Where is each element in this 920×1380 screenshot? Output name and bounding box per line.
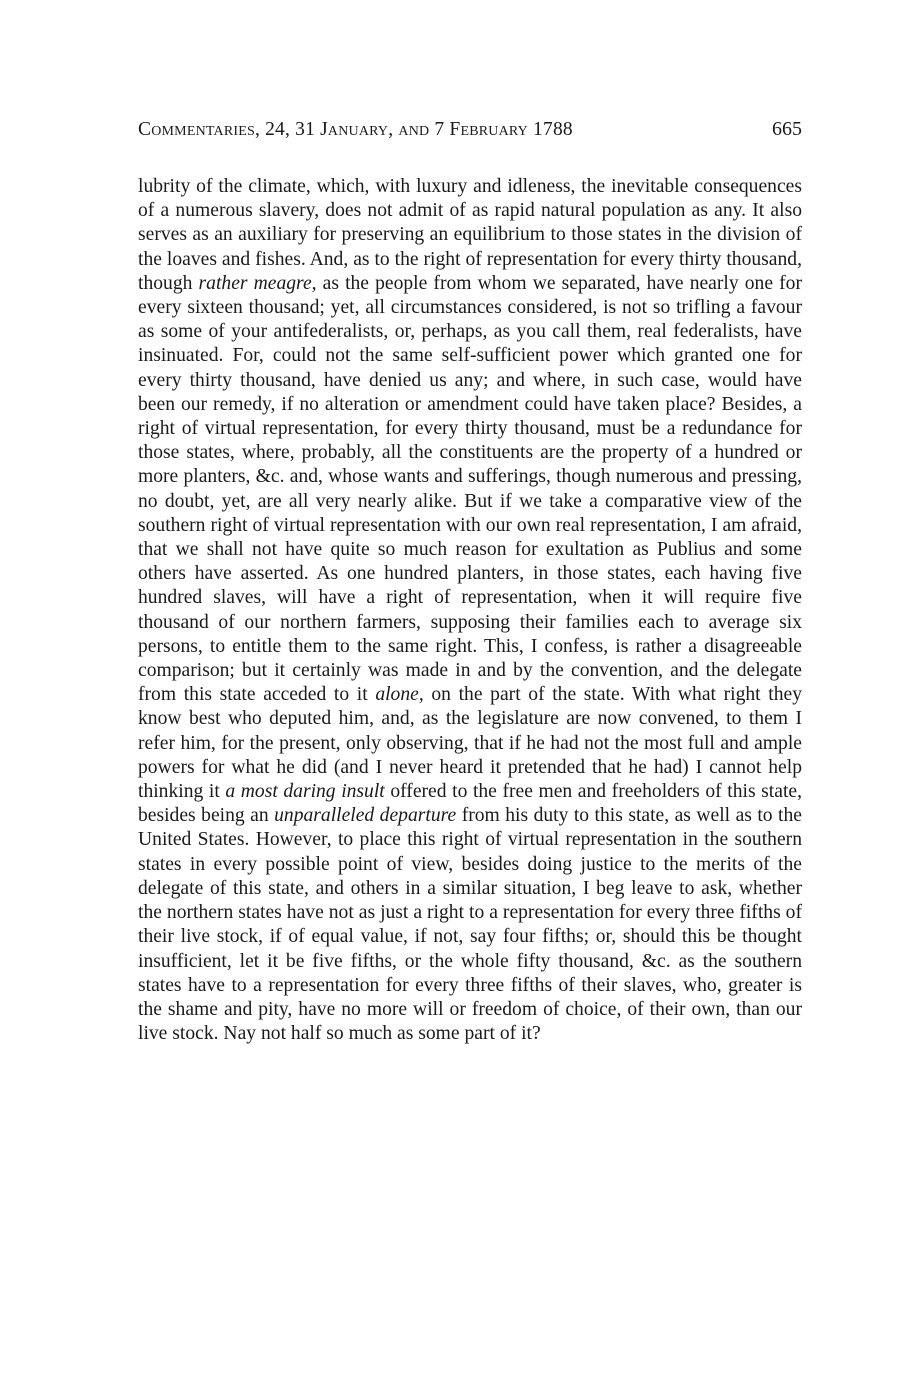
page-number: 665 <box>772 118 802 140</box>
italic-segment: alone, <box>375 684 424 706</box>
running-title: Commentaries, 24, 31 January, and 7 February 1788 <box>138 119 573 140</box>
italic-segment: a most daring insult <box>225 781 385 803</box>
running-head <box>138 118 802 148</box>
text-segment: offered to the free men and freeholders of this state, besides being an <box>138 781 802 827</box>
body-paragraph <box>138 175 802 1046</box>
document-page <box>138 118 802 1046</box>
text-segment: as the people from whom we separated, have nearly one for every sixteen thousand; yet, all circumstances considered, is not so trifling a favour as some of your antifederalists, or, perhaps, as you call them, real federalists, have insinuated. For, could not the same self-sufficient power which granted one for every thirty thousand, have denied us any; and where, in such case, would have been our remedy, if no alteration or amendment could have taken place? Besides, a right of virtual representation, for every thirty thousand, must be a redundance for those states, where, probably, all the constituents are the property of a hundred or more planters, &c. and, whose wants and sufferings, though numerous and pressing, no doubt, yet, are all very nearly alike. But if we take a comparative view of the southern right of virtual representation with our own real representation, I am afraid, that we shall not have quite so much reason for exultation as Publius and some others have asserted. As one hundred planters, in those states, each having five hundred slaves, will have a right of representation, when it will require five thousand of our northern farmers, supposing their families each to average six persons, to entitle them to the same right. This, I confess, is rather a disagreeable comparison; but it certainly was made in and by the convention, and the delegate from this state acceded to it <box>138 272 802 706</box>
text-segment: on the part of the state. With what right they know best who deputed him, and, as the legislature are now convened, to them I refer him, for the present, only observing, that if he had not the most full and ample powers for what he did (and I never heard it pretended that he had) I cannot help thinking it <box>138 684 802 803</box>
text-segment: from his duty to this state, as well as to the United States. However, to place this right of virtual representation in the southern states in every possible point of view, besides doing justice to the merits of the delegate of this state, and others in a similar situation, I beg leave to ask, whether the northern states have not as just a right to a representation for every three fifths of their live stock, if of equal value, if not, say four fifths; or, should this be thought insufficient, let it be five fifths, or the whole fifty thousand, &c. as the southern states have to a representation for every three fifths of their slaves, who, greater is the shame and pity, have no more will or freedom of choice, of their own, than our live stock. Nay not half so much as some part of it? <box>138 805 802 1045</box>
italic-segment: unparalleled departure <box>274 805 457 827</box>
italic-segment: rather meagre, <box>198 272 317 294</box>
text-segment: lubrity of the climate, which, with luxury and idleness, the inevitable consequences of a numerous slavery, does not admit of as rapid natural population as any. It also serves as an auxiliary for preserving an equilibrium to those states in the division of the loaves and fishes. And, as to the right of representation for every thirty thousand, though <box>138 176 802 294</box>
